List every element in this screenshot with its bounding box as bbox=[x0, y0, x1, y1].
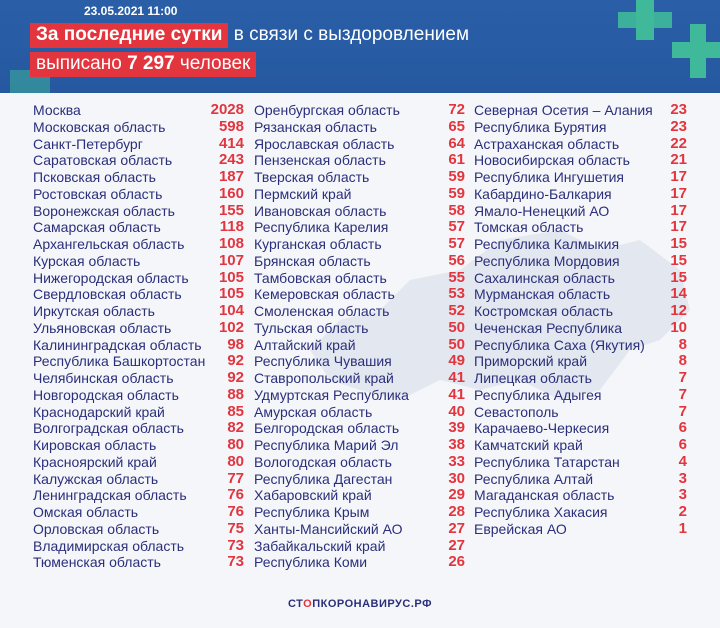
region-row bbox=[254, 286, 465, 303]
region-name: Камчатский край bbox=[474, 437, 583, 453]
region-row bbox=[254, 203, 465, 220]
region-row bbox=[474, 337, 687, 354]
recovered-count: 76 bbox=[227, 486, 244, 504]
region-name: Самарская область bbox=[33, 219, 161, 236]
recovered-count: 82 bbox=[227, 419, 244, 437]
recovered-count: 50 bbox=[448, 335, 465, 353]
recovered-count: 17 bbox=[670, 218, 687, 236]
region-row bbox=[33, 219, 244, 236]
decor-cross-2 bbox=[618, 12, 672, 28]
region-row bbox=[474, 203, 687, 220]
region-name: Смоленская область bbox=[254, 303, 390, 319]
region-row bbox=[33, 203, 244, 220]
region-row bbox=[33, 236, 244, 253]
recovered-count: 40 bbox=[448, 402, 465, 420]
region-name: Тверская область bbox=[254, 169, 370, 185]
recovered-count: 73 bbox=[227, 536, 244, 554]
region-name: Владимирская область bbox=[33, 537, 185, 554]
footer-text-2: ПКОРОНАВИРУС.РФ bbox=[312, 598, 432, 610]
recovered-count: 56 bbox=[448, 251, 465, 269]
region-name: Республика Калмыкия bbox=[474, 236, 620, 252]
region-row bbox=[474, 286, 687, 303]
region-name: Калужская область bbox=[33, 470, 159, 487]
recovered-count: 15 bbox=[670, 235, 687, 252]
recovered-count: 88 bbox=[227, 385, 244, 403]
region-name: Красноярский край bbox=[33, 453, 157, 470]
region-name: Республика Чувашия bbox=[254, 353, 392, 370]
region-row bbox=[254, 504, 465, 521]
headline-total-box bbox=[30, 52, 256, 77]
recovered-count: 92 bbox=[227, 352, 244, 370]
recovered-count: 30 bbox=[448, 469, 465, 487]
region-name: Ярославская область bbox=[254, 135, 395, 152]
recovered-count: 104 bbox=[218, 302, 244, 319]
recovered-count: 7 bbox=[678, 369, 687, 386]
region-name: Республика Адыгея bbox=[474, 386, 602, 403]
region-row bbox=[474, 169, 687, 186]
region-name: Ханты-Мансийский АО bbox=[254, 520, 403, 537]
region-name: Ульяновская область bbox=[33, 319, 172, 336]
region-name: Ленинградская область bbox=[33, 487, 187, 504]
region-name: Севастополь bbox=[474, 403, 559, 420]
region-name: Северная Осетия – Алания bbox=[474, 102, 653, 118]
recovered-count: 598 bbox=[218, 117, 244, 135]
recovered-count: 58 bbox=[448, 201, 465, 219]
recovered-count: 57 bbox=[448, 235, 465, 252]
region-row bbox=[254, 119, 465, 136]
region-name: Санкт-Петербург bbox=[33, 135, 143, 152]
stop-logo-icon: О bbox=[303, 598, 313, 610]
region-row bbox=[254, 136, 465, 153]
region-name: Омская область bbox=[33, 504, 139, 520]
region-row bbox=[474, 353, 687, 370]
region-row bbox=[474, 270, 687, 287]
region-name: Республика Коми bbox=[254, 554, 368, 571]
region-row bbox=[254, 554, 465, 571]
region-name: Республика Бурятия bbox=[474, 118, 607, 135]
region-name: Амурская область bbox=[254, 403, 373, 420]
region-name: Республика Мордовия bbox=[474, 252, 620, 269]
region-row bbox=[33, 169, 244, 186]
recovered-count: 1 bbox=[678, 519, 687, 537]
region-row bbox=[33, 404, 244, 421]
region-name: Вологодская область bbox=[254, 453, 392, 470]
region-row bbox=[474, 437, 687, 454]
column-1 bbox=[33, 102, 244, 571]
headline-suffix: человек bbox=[174, 53, 251, 74]
region-row bbox=[474, 454, 687, 471]
region-name: Мурманская область bbox=[474, 286, 611, 303]
headline-line2 bbox=[30, 51, 256, 77]
recovered-count: 27 bbox=[448, 519, 465, 537]
region-name: Орловская область bbox=[33, 520, 160, 537]
recovered-count: 59 bbox=[448, 168, 465, 185]
recovered-count: 21 bbox=[670, 151, 687, 169]
region-row bbox=[254, 186, 465, 203]
recovered-count: 39 bbox=[448, 419, 465, 437]
recovered-count: 15 bbox=[670, 268, 687, 286]
region-name: Карачаево-Черкесия bbox=[474, 420, 610, 437]
recovered-count: 55 bbox=[448, 268, 465, 286]
recovered-count: 414 bbox=[218, 134, 244, 152]
headline-highlight: За последние сутки bbox=[30, 23, 228, 48]
recovered-count: 105 bbox=[218, 285, 244, 303]
region-row bbox=[33, 538, 244, 555]
region-name: Саратовская область bbox=[33, 152, 173, 169]
region-name: Республика Алтай bbox=[474, 470, 594, 487]
region-row bbox=[474, 487, 687, 504]
recovered-count: 80 bbox=[227, 452, 244, 470]
recovered-count: 73 bbox=[227, 553, 244, 571]
region-row bbox=[254, 152, 465, 169]
region-row bbox=[33, 136, 244, 153]
recovered-count: 59 bbox=[448, 184, 465, 202]
recovered-count: 243 bbox=[218, 151, 244, 169]
footer-logo bbox=[0, 598, 720, 610]
region-row bbox=[474, 102, 687, 119]
region-row bbox=[254, 353, 465, 370]
region-row bbox=[254, 521, 465, 538]
region-name: Оренбургская область bbox=[254, 102, 400, 118]
region-row bbox=[254, 538, 465, 555]
recovered-count: 98 bbox=[227, 335, 244, 353]
region-row bbox=[33, 102, 244, 119]
region-row bbox=[474, 387, 687, 404]
region-row bbox=[474, 119, 687, 136]
recovered-count: 85 bbox=[227, 402, 244, 420]
region-name: Забайкальский край bbox=[254, 537, 386, 554]
decor-cross-4 bbox=[672, 42, 720, 58]
region-name: Воронежская область bbox=[33, 202, 175, 219]
headline-line1 bbox=[30, 22, 469, 48]
column-3 bbox=[474, 102, 687, 538]
region-row bbox=[254, 370, 465, 387]
region-name: Республика Хакасия bbox=[474, 504, 608, 520]
recovered-count: 49 bbox=[448, 352, 465, 370]
region-row bbox=[33, 471, 244, 488]
region-row bbox=[33, 186, 244, 203]
recovered-count: 38 bbox=[448, 436, 465, 453]
region-name: Свердловская область bbox=[33, 286, 182, 303]
recovered-count: 41 bbox=[448, 369, 465, 386]
headline-prefix: выписано bbox=[36, 53, 128, 74]
recovered-count: 53 bbox=[448, 285, 465, 303]
region-name: Республика Татарстан bbox=[474, 453, 620, 470]
recovered-count: 77 bbox=[227, 469, 244, 487]
headline-total: 7 297 bbox=[127, 53, 175, 74]
footer-text-1: СТ bbox=[288, 598, 304, 610]
region-row bbox=[33, 521, 244, 538]
region-name: Волгоградская область bbox=[33, 420, 184, 437]
region-name: Удмуртская Республика bbox=[254, 386, 409, 403]
region-row bbox=[474, 253, 687, 270]
region-row bbox=[474, 303, 687, 320]
region-row bbox=[33, 370, 244, 387]
region-row bbox=[33, 337, 244, 354]
region-row bbox=[474, 236, 687, 253]
recovered-count: 4 bbox=[678, 452, 687, 470]
region-row bbox=[33, 286, 244, 303]
region-name: Нижегородская область bbox=[33, 269, 189, 286]
region-name: Пермский край bbox=[254, 185, 352, 202]
region-row bbox=[474, 370, 687, 387]
recovered-count: 17 bbox=[670, 168, 687, 185]
recovered-count: 65 bbox=[448, 117, 465, 135]
recovered-count: 3 bbox=[678, 486, 687, 504]
region-name: Хабаровский край bbox=[254, 487, 372, 504]
region-row bbox=[254, 270, 465, 287]
recovered-count: 8 bbox=[678, 352, 687, 370]
region-name: Кемеровская область bbox=[254, 286, 395, 303]
region-name: Республика Крым bbox=[254, 504, 370, 520]
region-row bbox=[474, 320, 687, 337]
region-row bbox=[254, 169, 465, 186]
region-name: Чеченская Республика bbox=[474, 319, 622, 336]
recovered-count: 14 bbox=[670, 285, 687, 303]
region-name: Кабардино-Балкария bbox=[474, 185, 612, 202]
region-row bbox=[254, 487, 465, 504]
recovered-count: 108 bbox=[218, 235, 244, 252]
recovered-count: 7 bbox=[678, 385, 687, 403]
region-name: Новгородская область bbox=[33, 386, 179, 403]
recovered-count: 160 bbox=[218, 184, 244, 202]
region-name: Тюменская область bbox=[33, 554, 161, 571]
region-name: Томская область bbox=[474, 219, 584, 236]
recovered-count: 118 bbox=[219, 218, 244, 236]
recovered-count: 80 bbox=[227, 436, 244, 453]
region-name: Рязанская область bbox=[254, 118, 377, 135]
recovered-count: 107 bbox=[218, 251, 244, 269]
region-row bbox=[33, 420, 244, 437]
region-row bbox=[474, 471, 687, 488]
recovered-count: 3 bbox=[678, 469, 687, 487]
column-2 bbox=[254, 102, 465, 571]
region-name: Астраханская область bbox=[474, 135, 620, 152]
region-name: Калининградская область bbox=[33, 336, 202, 353]
region-row bbox=[254, 387, 465, 404]
recovered-count: 7 bbox=[678, 402, 687, 420]
region-row bbox=[474, 219, 687, 236]
region-row bbox=[254, 454, 465, 471]
timestamp: 23.05.2021 11:00 bbox=[84, 4, 178, 18]
recovered-count: 6 bbox=[678, 419, 687, 437]
region-row bbox=[33, 253, 244, 270]
region-name: Тамбовская область bbox=[254, 269, 387, 286]
region-row bbox=[474, 152, 687, 169]
recovered-count: 22 bbox=[670, 134, 687, 152]
region-name: Московская область bbox=[33, 118, 166, 135]
region-name: Республика Марий Эл bbox=[254, 437, 399, 453]
recovered-count: 33 bbox=[448, 452, 465, 470]
region-name: Еврейская АО bbox=[474, 520, 567, 537]
region-row bbox=[254, 320, 465, 337]
recovered-count: 52 bbox=[448, 302, 465, 319]
region-name: Ямало-Ненецкий АО bbox=[474, 202, 610, 219]
region-row bbox=[33, 437, 244, 454]
recovered-count: 15 bbox=[670, 251, 687, 269]
recovered-count: 23 bbox=[670, 117, 687, 135]
recovered-count: 155 bbox=[218, 201, 244, 219]
region-row bbox=[254, 303, 465, 320]
region-name: Краснодарский край bbox=[33, 403, 165, 420]
region-row bbox=[474, 521, 687, 538]
region-name: Костромская область bbox=[474, 303, 614, 319]
recovered-count: 12 bbox=[670, 302, 687, 319]
region-name: Архангельская область bbox=[33, 236, 185, 252]
recovered-count: 57 bbox=[448, 218, 465, 236]
region-row bbox=[254, 236, 465, 253]
region-name: Курганская область bbox=[254, 236, 382, 252]
region-name: Сахалинская область bbox=[474, 269, 615, 286]
region-name: Пензенская область bbox=[254, 152, 386, 169]
region-row bbox=[33, 454, 244, 471]
region-row bbox=[33, 303, 244, 320]
region-row bbox=[33, 554, 244, 571]
region-row bbox=[254, 471, 465, 488]
region-name: Иркутская область bbox=[33, 303, 155, 319]
region-name: Республика Саха (Якутия) bbox=[474, 336, 645, 353]
region-row bbox=[474, 504, 687, 521]
region-row bbox=[33, 119, 244, 136]
recovered-count: 17 bbox=[670, 184, 687, 202]
region-row bbox=[254, 404, 465, 421]
region-name: Ставропольский край bbox=[254, 370, 394, 386]
recovered-count: 17 bbox=[670, 201, 687, 219]
region-name: Москва bbox=[33, 102, 81, 118]
recovered-count: 2028 bbox=[210, 101, 244, 118]
recovered-count: 2 bbox=[678, 503, 687, 520]
region-name: Челябинская область bbox=[33, 370, 174, 386]
recovered-count: 75 bbox=[227, 519, 244, 537]
region-name: Алтайский край bbox=[254, 336, 356, 353]
recovered-count: 64 bbox=[448, 134, 465, 152]
region-row bbox=[254, 420, 465, 437]
region-row bbox=[254, 337, 465, 354]
region-name: Псковская область bbox=[33, 169, 156, 185]
region-name: Новосибирская область bbox=[474, 152, 630, 169]
region-name: Республика Карелия bbox=[254, 219, 389, 236]
region-name: Республика Дагестан bbox=[254, 470, 393, 487]
region-name: Ростовская область bbox=[33, 185, 163, 202]
region-row bbox=[474, 136, 687, 153]
region-name: Ивановская область bbox=[254, 202, 387, 219]
region-name: Курская область bbox=[33, 252, 141, 269]
recovered-count: 187 bbox=[218, 168, 244, 185]
region-row bbox=[474, 420, 687, 437]
recovered-count: 41 bbox=[448, 385, 465, 403]
recovered-count: 6 bbox=[678, 436, 687, 453]
region-row bbox=[33, 320, 244, 337]
region-row bbox=[254, 437, 465, 454]
region-row bbox=[33, 152, 244, 169]
recovered-count: 105 bbox=[218, 268, 244, 286]
region-row bbox=[33, 504, 244, 521]
recovered-count: 23 bbox=[670, 101, 687, 118]
region-row bbox=[33, 270, 244, 287]
recovered-count: 29 bbox=[448, 486, 465, 504]
region-name: Липецкая область bbox=[474, 370, 592, 386]
recovered-count: 92 bbox=[227, 369, 244, 386]
region-name: Кировская область bbox=[33, 437, 157, 453]
recovered-count: 8 bbox=[678, 335, 687, 353]
region-name: Магаданская область bbox=[474, 487, 615, 504]
region-row bbox=[474, 186, 687, 203]
recovered-count: 27 bbox=[448, 536, 465, 554]
region-name: Республика Ингушетия bbox=[474, 169, 625, 185]
region-row bbox=[33, 387, 244, 404]
region-row bbox=[33, 353, 244, 370]
recovered-count: 26 bbox=[448, 553, 465, 571]
region-row bbox=[33, 487, 244, 504]
region-row bbox=[254, 219, 465, 236]
recovered-count: 10 bbox=[670, 318, 687, 336]
header-banner bbox=[0, 0, 720, 93]
region-row bbox=[254, 253, 465, 270]
region-name: Республика Башкортостан bbox=[33, 353, 206, 370]
region-name: Приморский край bbox=[474, 353, 588, 370]
region-name: Брянская область bbox=[254, 252, 371, 269]
region-row bbox=[254, 102, 465, 119]
recovered-count: 61 bbox=[448, 151, 465, 169]
recovered-count: 28 bbox=[448, 503, 465, 520]
recovered-count: 102 bbox=[218, 318, 244, 336]
region-name: Белгородская область bbox=[254, 420, 400, 437]
recovered-count: 76 bbox=[227, 503, 244, 520]
region-row bbox=[474, 404, 687, 421]
headline-rest: в связи с выздоровлением bbox=[228, 24, 470, 45]
recovered-count: 72 bbox=[448, 101, 465, 118]
region-name: Тульская область bbox=[254, 319, 369, 336]
recovered-count: 50 bbox=[448, 318, 465, 336]
